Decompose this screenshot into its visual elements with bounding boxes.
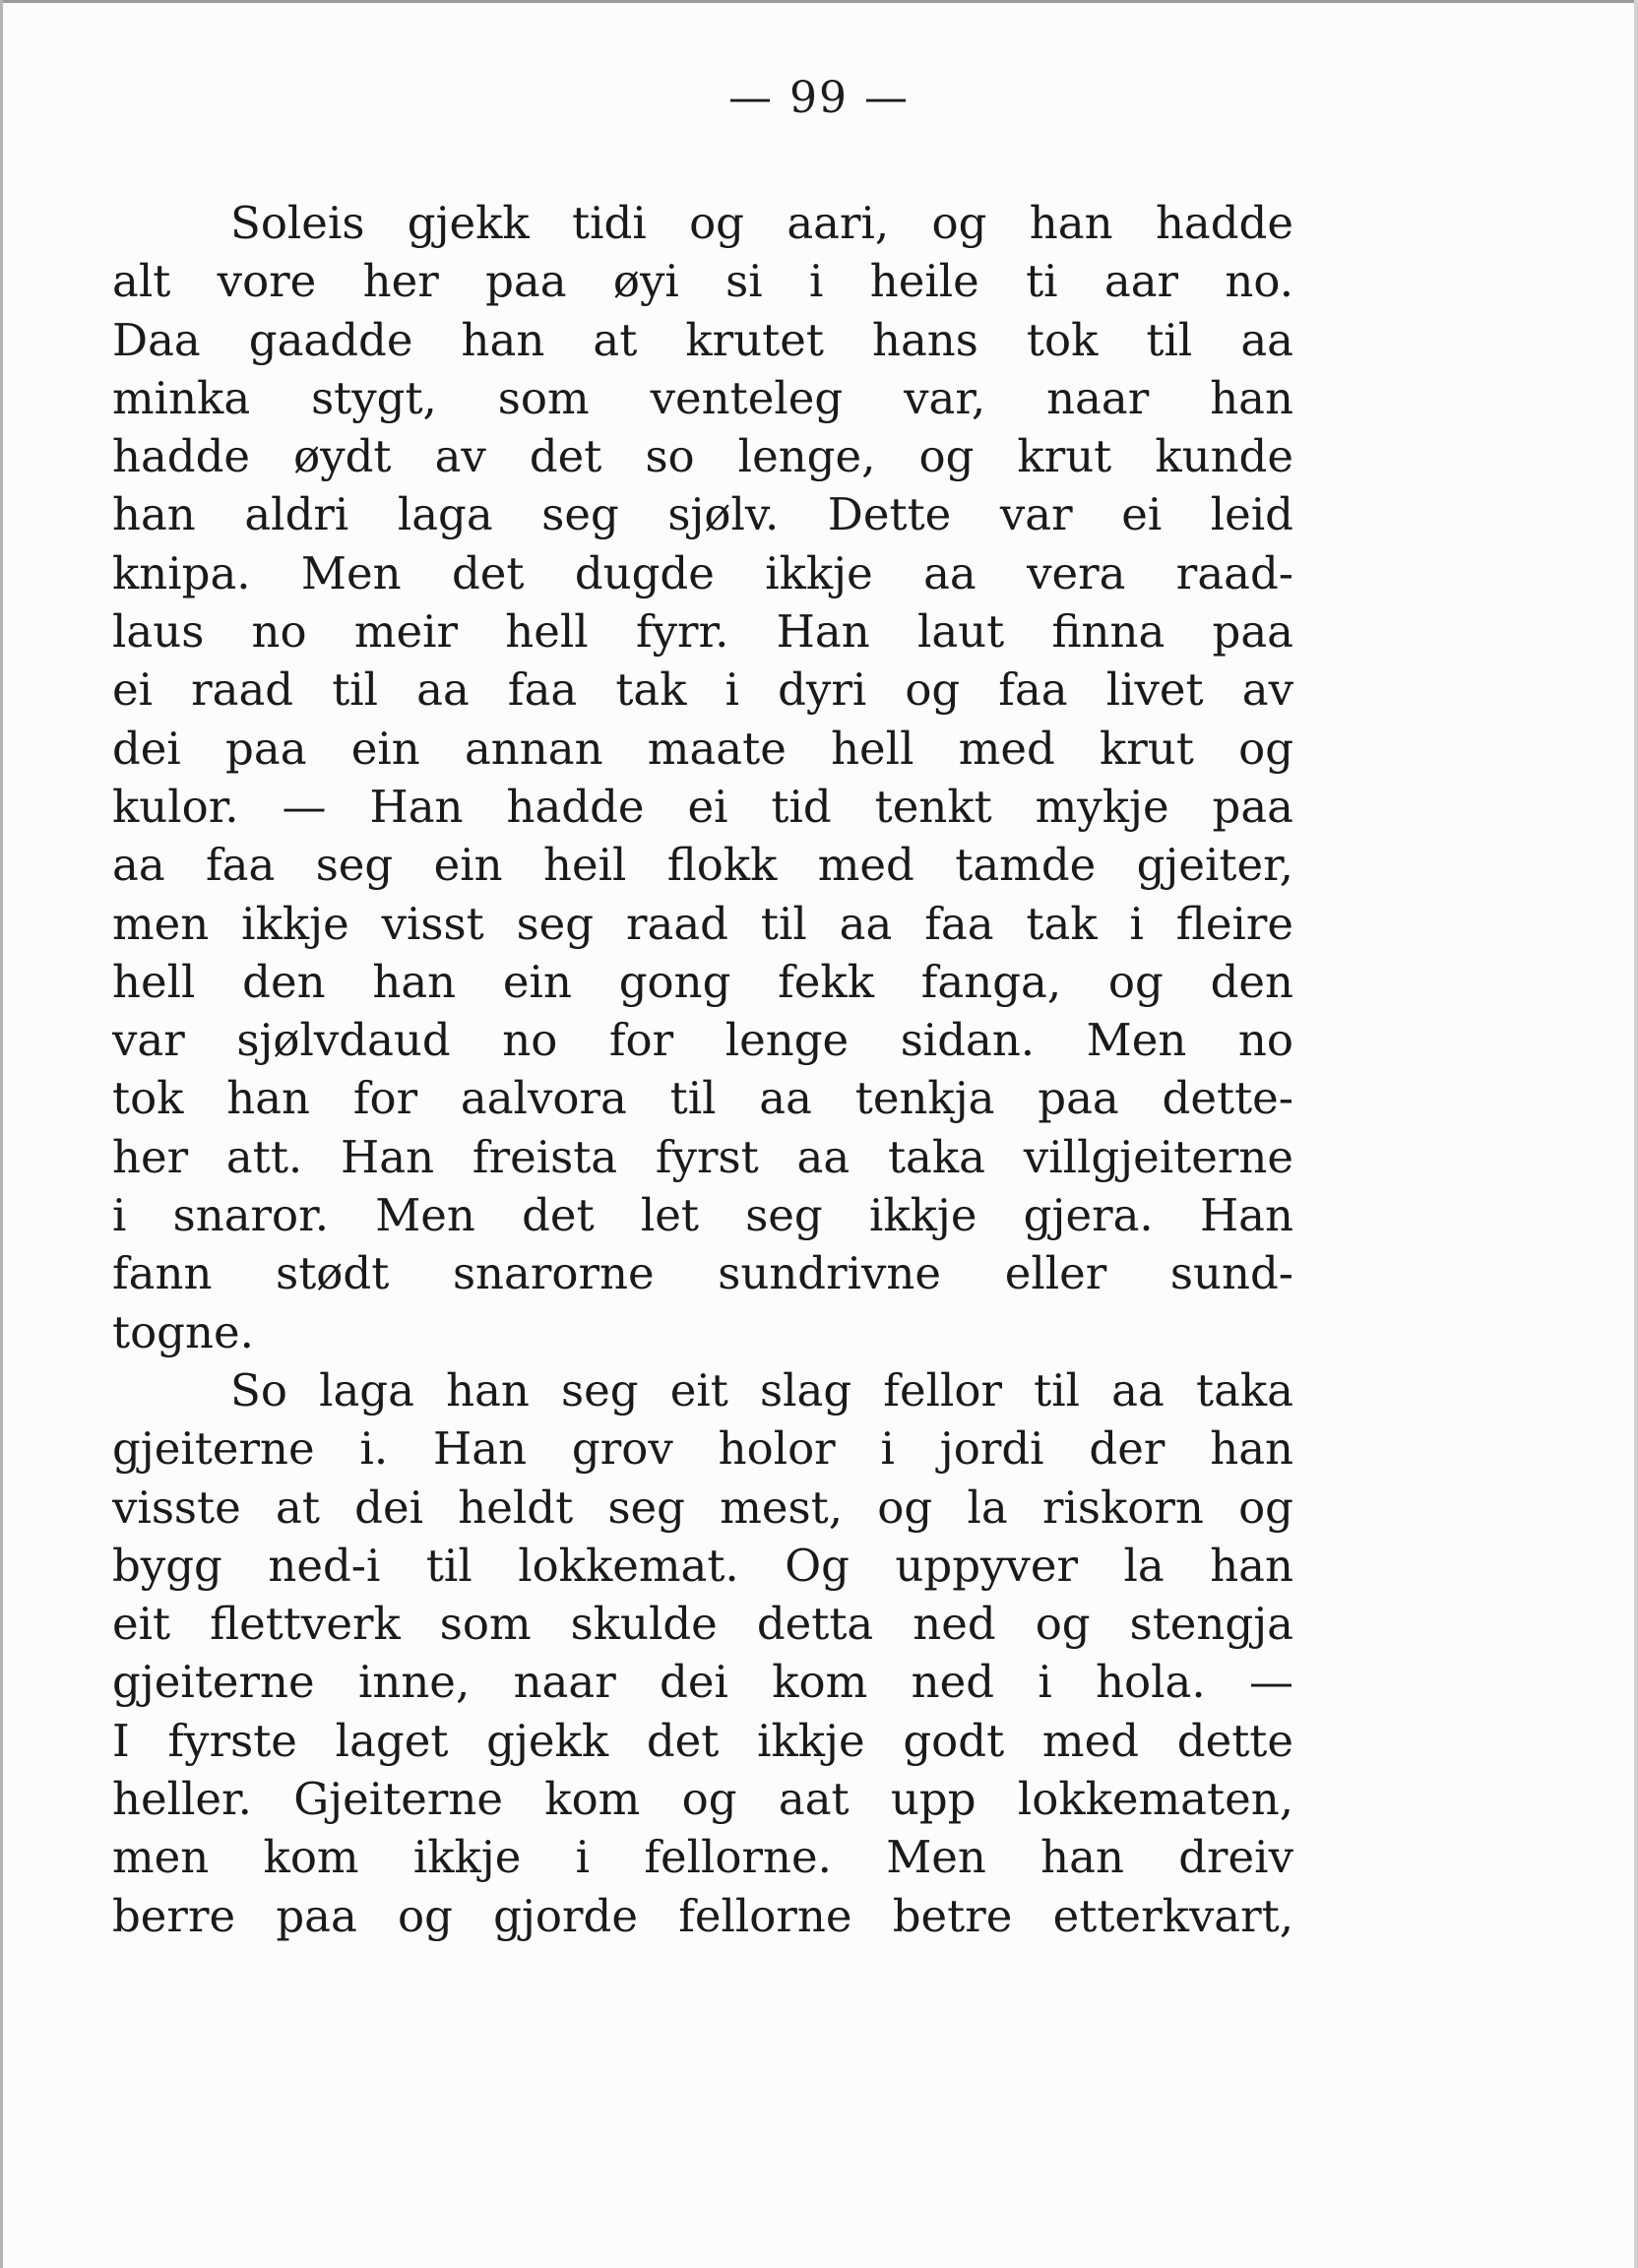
text-line: Daa gaadde han at krutet hans tok til aa (112, 313, 1293, 366)
text-line: i snaror. Men det let seg ikkje gjera. Han (112, 1189, 1293, 1242)
text-line: her att. Han freista fyrst aa taka villgjeiterne (112, 1130, 1293, 1183)
text-line: bygg ned-i til lokkemat. Og uppyver la han (112, 1539, 1293, 1592)
text-line: aa faa seg ein heil flokk med tamde gjeiter, (112, 839, 1293, 892)
text-line: hadde øydt av det so lenge, og krut kunde (112, 430, 1293, 483)
text-line: men ikkje visst seg raad til aa faa tak i fleire (112, 897, 1293, 950)
page-number: — 99 — (728, 73, 910, 123)
scan-edge-left (0, 0, 3, 2268)
text-line: laus no meir hell fyrr. Han laut finna paa (112, 605, 1293, 659)
text-line: gjeiterne i. Han grov holor i jordi der han (112, 1422, 1293, 1476)
text-line: gjeiterne inne, naar dei kom ned i hola. — (112, 1656, 1293, 1709)
text-line: alt vore her paa øyi si i heile ti aar no. (112, 255, 1293, 308)
text-line: tok han for aalvora til aa tenkja paa dette- (112, 1072, 1293, 1125)
text-line: dei paa ein annan maate hell med krut og (112, 722, 1293, 775)
text-line: berre paa og gjorde fellorne betre etterkvart, (112, 1889, 1293, 1942)
text-line: kulor. — Han hadde ei tid tenkt mykje paa (112, 780, 1293, 833)
text-line: heller. Gjeiterne kom og aat upp lokkematen, (112, 1773, 1293, 1826)
text-line: han aldri laga seg sjølv. Dette var ei leid (112, 488, 1293, 541)
text-line: ei raad til aa faa tak i dyri og faa livet av (112, 663, 1293, 717)
text-line: Soleis gjekk tidi og aari, og han hadde (230, 197, 1293, 249)
text-line: visste at dei heldt seg mest, og la riskorn og (112, 1480, 1293, 1534)
text-line: minka stygt, som venteleg var, naar han (112, 371, 1293, 424)
text-line: I fyrste laget gjekk det ikkje godt med dette (112, 1714, 1293, 1767)
text-line: So laga han seg eit slag fellor til aa taka (230, 1363, 1293, 1417)
scan-edge-top (0, 0, 1638, 3)
scan-edge-right (1634, 0, 1638, 2268)
text-line: knipa. Men det dugde ikkje aa vera raad- (112, 546, 1293, 599)
text-line: togne. (112, 1305, 254, 1358)
body-text (112, 194, 1293, 1945)
text-line: eit flettverk som skulde detta ned og stengja (112, 1598, 1293, 1651)
text-line: men kom ikkje i fellorne. Men han dreiv (112, 1831, 1293, 1884)
text-line: hell den han ein gong fekk fanga, og den (112, 955, 1293, 1008)
text-line: var sjølvdaud no for lenge sidan. Men no (112, 1014, 1293, 1067)
text-line: fann stødt snarorne sundrivne eller sund- (112, 1247, 1293, 1300)
